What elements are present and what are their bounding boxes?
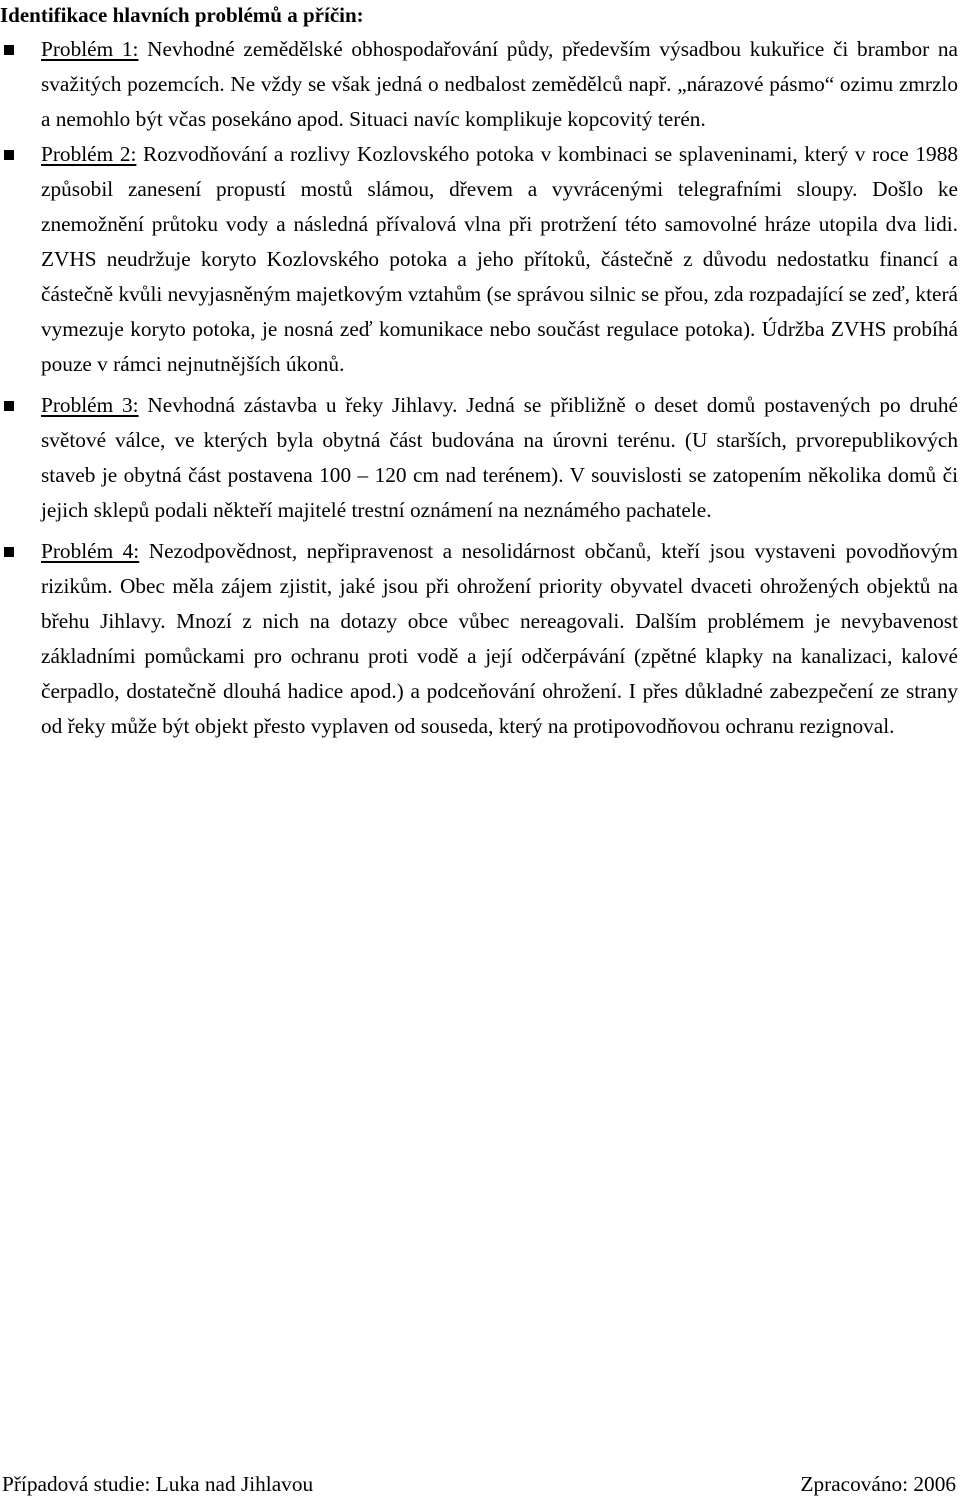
problem-label: Problém 1:: [41, 37, 139, 61]
problem-text: Rozvodňování a rozlivy Kozlovského potoka v kombinaci se splaveninami, který v roce 1988 způsobil zanesení propustí mostů slámou, dřevem a vyvrácenými telegrafními sloupy. Došlo ke znemožnění průtoku vody a následná přívalová vlna při protržení této samovolné hráze utopila dva lidi. ZVHS neudržuje koryto Kozlovského potoka a jeho přítoků, částečně z důvodu nedostatku financí a částečně kvůli nevyjasněným majetkovým vztahům (se správou silnic se přou, zda rozpadající se zeď, která vymezuje koryto potoka, je nosná zeď komunikace nebo součást regulace potoka). Údržba ZVHS probíhá pouze v rámci nejnutnějších úkonů.: [41, 142, 958, 376]
page-footer: [0, 1470, 958, 1498]
problem-label: Problém 3:: [41, 393, 139, 417]
problem-item-1: [0, 32, 960, 137]
square-bullet-icon: [4, 401, 14, 411]
problem-list: [0, 32, 960, 744]
problem-label: Problém 4:: [41, 539, 140, 563]
section-heading: Identifikace hlavních problémů a příčin:: [0, 3, 364, 27]
problem-item-4: [0, 534, 960, 744]
problem-item-2: [0, 137, 960, 382]
problem-text: Nevhodná zástavba u řeky Jihlavy. Jedná se přibližně o deset domů postavených po druhé světové válce, ve kterých byla obytná část budována na úrovni terénu. (U starších, prvorepublikových staveb je obytná část postavena 100 – 120 cm nad terénem). V souvislosti se zatopením několika domů či jejich sklepů podali někteří majitelé trestní oznámení na neznámého pachatele.: [41, 393, 958, 522]
footer-processed-date: Zpracováno: 2006: [800, 1472, 956, 1496]
square-bullet-icon: [4, 150, 14, 160]
square-bullet-icon: [4, 547, 14, 557]
problem-item-3: [0, 388, 960, 528]
problem-label: Problém 2:: [41, 142, 137, 166]
problem-text: Nevhodné zemědělské obhospodařování půdy, především výsadbou kukuřice či brambor na svažitých pozemcích. Ne vždy se však jedná o nedbalost zemědělců např. „nárazové pásmo“ ozimu zmrzlo a nemohlo být včas posekáno apod. Situaci navíc komplikuje kopcovitý terén.: [41, 37, 958, 131]
square-bullet-icon: [4, 45, 14, 55]
problem-text: Nezodpovědnost, nepřipravenost a nesolidárnost občanů, kteří jsou vystaveni povodňovým rizikům. Obec měla zájem zjistit, jaké jsou při ohrožení priority obyvatel dvaceti ohrožených objektů na břehu Jihlavy. Mnozí z nich na dotazy obce vůbec nereagovali. Dalším problémem je nevybavenost základními pomůckami pro ochranu proti vodě a její odčerpávání (zpětné klapky na kanalizaci, kalové čerpadlo, dostatečně dlouhá hadice apod.) a podceňování ohrožení. I přes důkladné zabezpečení ze strany od řeky může být objekt přesto vyplaven od souseda, který na protipovodňovou ochranu rezignoval.: [41, 539, 958, 738]
footer-study-title: Případová studie: Luka nad Jihlavou: [2, 1472, 314, 1496]
